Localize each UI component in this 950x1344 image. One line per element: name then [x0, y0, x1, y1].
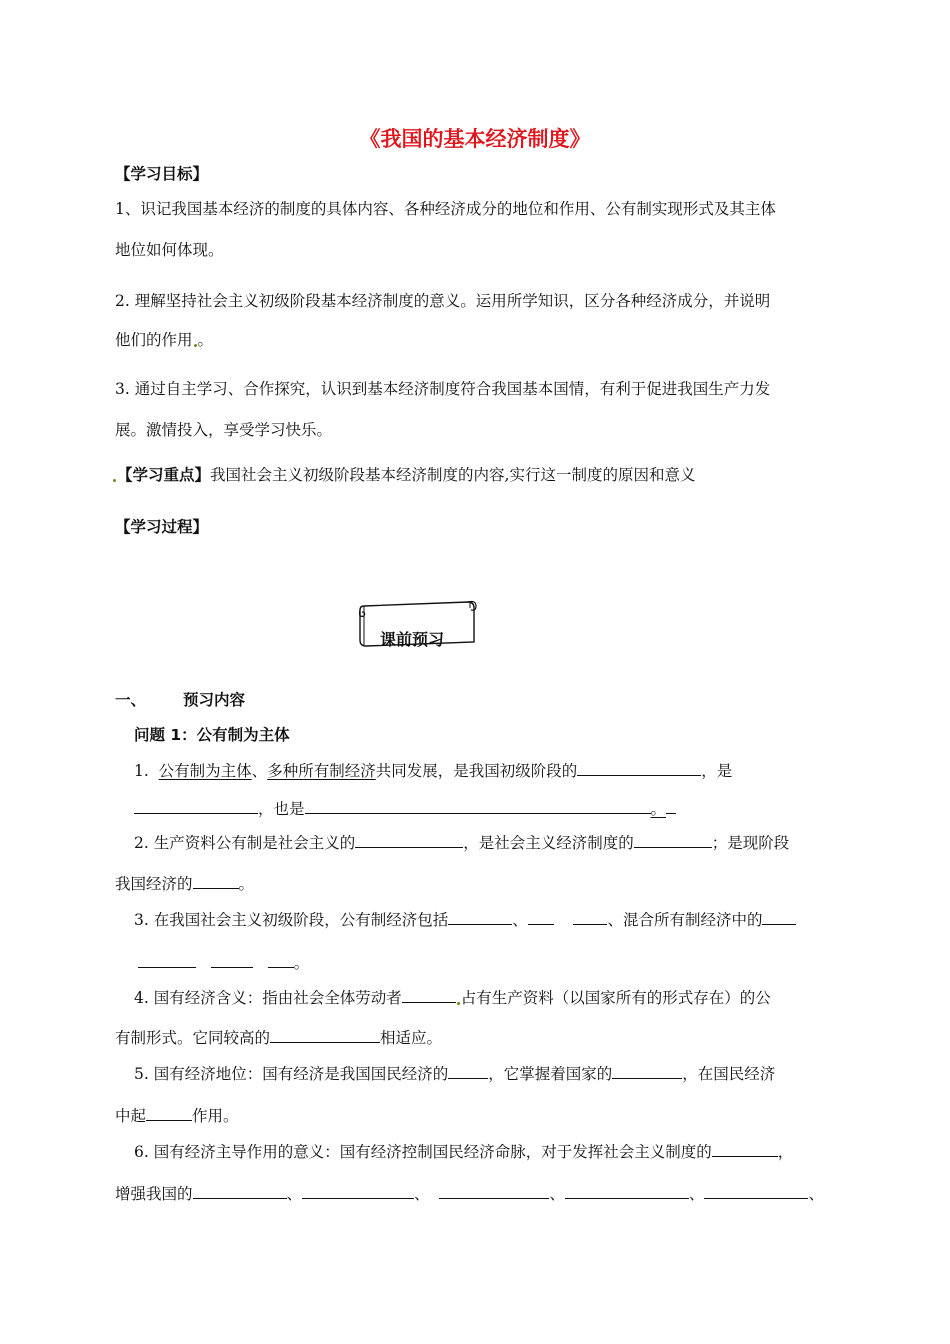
- item-1-line-1: [134, 760, 732, 782]
- fill-blank[interactable]: [704, 1183, 808, 1199]
- item-2-text-c: ；是现阶段: [711, 834, 790, 852]
- annotation-dot: [113, 479, 116, 482]
- item-2-line-1: [134, 832, 789, 854]
- item-6-sep: 、: [286, 1185, 303, 1203]
- goal-2-end: 。: [197, 331, 214, 349]
- item-3-line-2: [138, 952, 309, 974]
- item-3-line-1: [134, 909, 796, 931]
- item-1-text-1: 共同发展，是我国初级阶段的: [375, 762, 578, 780]
- key-header: 【学习重点】: [117, 466, 211, 484]
- item-4-text-c: 有制形式。它同较高的: [115, 1029, 271, 1047]
- item-6-text-c: 增强我国的: [115, 1185, 193, 1203]
- fill-blank[interactable]: [577, 760, 701, 776]
- key-points-line: [112, 464, 695, 486]
- item-6-text-a: 6. 国有经济主导作用的意义：国有经济控制国民经济命脉，对于发挥社会主义制度的: [134, 1143, 712, 1161]
- item-5-text-e: 作用。: [192, 1107, 239, 1125]
- question-1-title: 问题 1：公有制为主体: [134, 726, 290, 744]
- item-1-underlined-2: 多种所有制经济: [267, 762, 376, 780]
- fill-blank[interactable]: [146, 1105, 192, 1121]
- item-6-sep: 、: [808, 1185, 824, 1203]
- item-4-text-d: 相适应。: [380, 1029, 443, 1047]
- section-1-number: 一、: [115, 691, 147, 709]
- item-6-text-b: ，: [777, 1143, 794, 1161]
- item-5-text-b: ，它掌握着国家的: [488, 1065, 613, 1083]
- item-1-line-2: [134, 798, 676, 820]
- item-6-sep: 、: [414, 1185, 430, 1203]
- item-3-text-b: 、: [512, 911, 528, 929]
- fill-blank[interactable]: [565, 1183, 689, 1199]
- item-1-underlined-1: 公有制为主体: [158, 762, 252, 780]
- goals-header: 【学习目标】: [115, 165, 209, 183]
- item-5-text-c: ，在国民经济: [682, 1065, 776, 1083]
- fill-blank[interactable]: [439, 1183, 549, 1199]
- fill-blank[interactable]: [402, 987, 456, 1003]
- fill-blank[interactable]: [305, 798, 651, 814]
- fill-blank[interactable]: [193, 1183, 287, 1199]
- fill-blank[interactable]: [268, 952, 294, 968]
- item-1-text-3: ，也是: [258, 800, 305, 818]
- document-title: 《我国的基本经济制度》: [359, 127, 591, 151]
- item-1-text-4: 。: [650, 800, 667, 818]
- goal-2-text: 他们的作用: [115, 331, 193, 349]
- item-6-sep: 、: [688, 1185, 705, 1203]
- item-5-line-1: [134, 1063, 775, 1085]
- item-5-line-2: [115, 1105, 239, 1127]
- fill-blank[interactable]: [762, 909, 796, 925]
- fill-blank[interactable]: [193, 873, 239, 889]
- item-6-line-2: [115, 1183, 824, 1205]
- fill-blank[interactable]: [712, 1141, 778, 1157]
- item-2-text-d: 我国经济的: [115, 875, 193, 893]
- fill-blank[interactable]: [448, 909, 512, 925]
- item-4-line-1: [134, 987, 771, 1009]
- item-1-text-2: ，是: [701, 762, 733, 780]
- item-3-text-d: 。: [293, 954, 310, 972]
- item-2-text-b: ，是社会主义经济制度的: [463, 834, 634, 852]
- fill-blank[interactable]: [573, 909, 607, 925]
- fill-blank[interactable]: [528, 909, 554, 925]
- item-1-number: 1.: [134, 762, 149, 780]
- item-6-sep: 、: [549, 1185, 565, 1203]
- fill-blank[interactable]: [355, 832, 463, 848]
- item-4-text-b: 占有生产资料（以国家所有的形式存在）的公: [460, 989, 771, 1007]
- goal-3-line-1: 3. 通过自主学习、合作探究，认识到基本经济制度符合我国基本国情，有利于促进我国生产力发: [115, 380, 771, 398]
- fill-blank[interactable]: [302, 1183, 414, 1199]
- fill-blank[interactable]: [666, 798, 676, 814]
- fill-blank[interactable]: [612, 1063, 682, 1079]
- key-text: 我国社会主义初级阶段基本经济制度的内容,实行这一制度的原因和意义: [210, 466, 696, 484]
- section-1-title: 预习内容: [183, 691, 246, 709]
- item-3-text-c: 、混合所有制经济中的: [607, 911, 763, 929]
- goal-2-line-1: 2. 理解坚持社会主义初级阶段基本经济制度的意义。运用所学知识，区分各种经济成分，并说明: [115, 292, 771, 310]
- scroll-banner-label: 课前预习: [380, 630, 445, 649]
- annotation-dot: [457, 1002, 460, 1005]
- goal-2-line-2: [115, 329, 213, 351]
- annotation-dot: [194, 344, 197, 347]
- fill-blank[interactable]: [448, 1063, 488, 1079]
- item-2-line-2: [115, 873, 254, 895]
- process-header: 【学习过程】: [115, 518, 209, 536]
- fill-blank[interactable]: [134, 798, 258, 814]
- item-6-line-1: [134, 1141, 793, 1163]
- fill-blank[interactable]: [270, 1027, 380, 1043]
- item-3-text-a: 3. 在我国社会主义初级阶段，公有制经济包括: [134, 911, 449, 929]
- goal-1-line-1: 1、识记我国基本经济的制度的具体内容、各种经济成分的地位和作用、公有制实现形式及其主体: [115, 200, 776, 218]
- fill-blank[interactable]: [138, 952, 196, 968]
- item-2-text-a: 2. 生产资料公有制是社会主义的: [134, 834, 356, 852]
- fill-blank[interactable]: [211, 952, 253, 968]
- goal-1-line-2: 地位如何体现。: [115, 241, 224, 259]
- item-5-text-d: 中起: [115, 1107, 147, 1125]
- fill-blank[interactable]: [634, 832, 712, 848]
- item-4-text-a: 4. 国有经济含义：指由社会全体劳动者: [134, 989, 402, 1007]
- item-1-sep: 、: [251, 762, 268, 780]
- goal-3-line-2: 展。激情投入，享受学习快乐。: [115, 421, 333, 439]
- item-4-line-2: [115, 1027, 442, 1049]
- item-5-text-a: 5. 国有经济地位：国有经济是我国国民经济的: [134, 1065, 449, 1083]
- item-2-text-e: 。: [238, 875, 255, 893]
